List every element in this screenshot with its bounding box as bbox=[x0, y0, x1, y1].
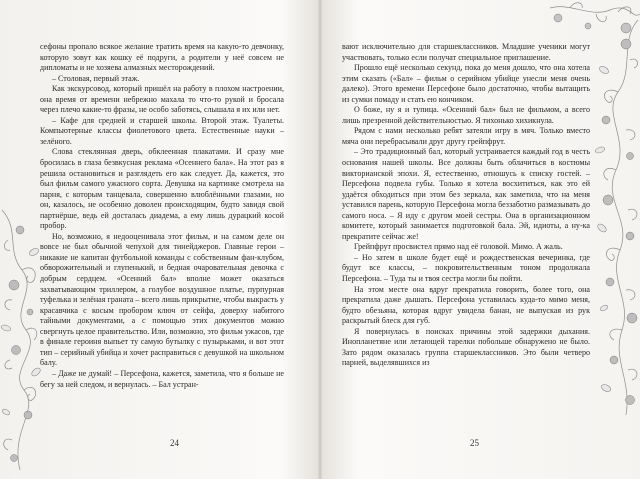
paragraph: – Это традиционный бал, который устраивается каждый год в честь основания нашей школы. Все должны быть облачиться в костюмы викторианской эпохи. Я, естественно, отношусь к списку гостей. – Персефона подвела губы. Только я хотела восхититься, как это ей удаётся обходиться при этом без зеркала, как заметила, что на меня уставился парень, которую Персефона могла беззаботно размазывать до самого носа. – Я иду с другом моей сестры. Она в организационном комитете, который занимается подготовкой бала. Эй, идиоты, а ну-ка прекратите сейчас же! bbox=[342, 147, 590, 241]
paragraph: Я повернулась в поисках причины этой задержки дыхания. Инопланетяне или летающей тарелки побольше обнаружено не было. Зато рядом оказалась группа старшеклассников. Это были четверо парней, выделявшихся из bbox=[342, 326, 590, 368]
paragraph: вают исключительно для старшеклассников. Младшие ученики могут участвовать, только если получат специальное приглашение. bbox=[342, 42, 590, 62]
paragraph: Грейпфрут просвистел прямо над её головой. Мимо. А жаль. bbox=[354, 242, 563, 252]
paragraph: О боже, ну я и тупица. «Осенний бал» был не фильмом, а всего лишь презренной действительностью. Я тихонько хихикнула. bbox=[342, 105, 590, 125]
right-page bbox=[320, 0, 640, 479]
left-page-text bbox=[40, 42, 284, 390]
page-number-right: 25 bbox=[470, 438, 479, 448]
paragraph: – Кафе для средней и старшей школы. Второй этаж. Туалеты. Компьютерные классы фиолетового цвета. Естественные науки – зелёного. bbox=[40, 115, 284, 146]
paragraph: Рядом с нами несколько ребят затеяли игру в мяч. Только вместо мяча они перебрасывали друг другу грейпфрут. bbox=[342, 126, 590, 146]
paragraph: Как экскурсовод, который пришёл на работу в плохом настроении, она время от времени небрежно махала то что-то рукой и бросала через плечо какие-то фразы, не особо заботясь, слышала я их или нет. bbox=[40, 84, 284, 115]
paragraph: Прошло ещё несколько секунд, пока до меня дошло, что она хотела этим сказать («Бал» – фильм о серийном убийце унесли меня очень далеко). Этого времени Персефоне было достаточно, чтобы вытащить из сумки помаду и стать ею кончиком. bbox=[342, 63, 590, 104]
paragraph: – Но затем в школе будет ещё и рождественская вечеринка, где будут все классы, – покровительственным тоном продолжала Персефона. – Туда ты и твоя сестра могли бы пойти. bbox=[342, 252, 590, 284]
right-page-text bbox=[342, 42, 590, 369]
paragraph: Слова стеклянная дверь, обклеенная плакатами. И сразу мне бросилась в глаза безвкусная реклама «Осеннего бала». На этот раз я решила остановиться и разглядеть его как следует. Да, кажется, это был фильм самого ужасного сорта. Девушка на картинке смотрела на парня, с которым танцевала, совершенно влюблёнными глазами, но он, казалось, не особенно доволен происходящим, будто завидя свой партнёрше, ведь ей досталась диадема, а ему лишь дурацкий косой пробор. bbox=[40, 147, 284, 231]
paragraph: На этом месте она вдруг прекратила говорить, более того, она прекратила даже дышать. Персефона уставилась куда-то мимо меня, будто обезьяна, которая вдруг увидела банан, не выпуская из рук раскрытый блеск для губ. bbox=[342, 284, 590, 326]
paragraph: – Даже не думай! – Персефона, кажется, заметила, что я больше не бегу за ней следом, и вернулась. – Бал устран- bbox=[40, 368, 284, 389]
page-number-left: 24 bbox=[170, 438, 179, 448]
paragraph: – Столовая, первый этаж. bbox=[52, 73, 140, 83]
paragraph: Но, возможно, я недооценивала этот фильм, и на самом деле он вовсе не был обычной чепухой для тинейджеров. Главные герои – никакие не капитан футбольной команды с собственным фан-клубом, обворожительный и глупенький, и бедная очаровательная девочка с добрым сердцем. «Осенний бал» вполне может оказаться захватывающим триллером, а голубое воздушное платье, пурпурная туфелька и зелёная граната – всего лишь прикрытие, чтобы выкрасть у красавчика с косым пробором ключ от сейфа, доверху набитого тайными документами, а с помощью этих документов можно свергнуть целое правительство. Или, возможно, это фильм ужасов, где в финале героиня выпьет ту самую бутылку с пузырьками, и вот этот тип – серийный убийца и хочет расправиться с девушкой на школьном балу. bbox=[40, 231, 284, 368]
paragraph: сефоны пропало всякое желание тратить время на какую-то девчонку, которую зовут как кошку её подруги, а родители у неё совсем не дипломаты и не хозяева алмазных месторождений. bbox=[40, 42, 284, 73]
